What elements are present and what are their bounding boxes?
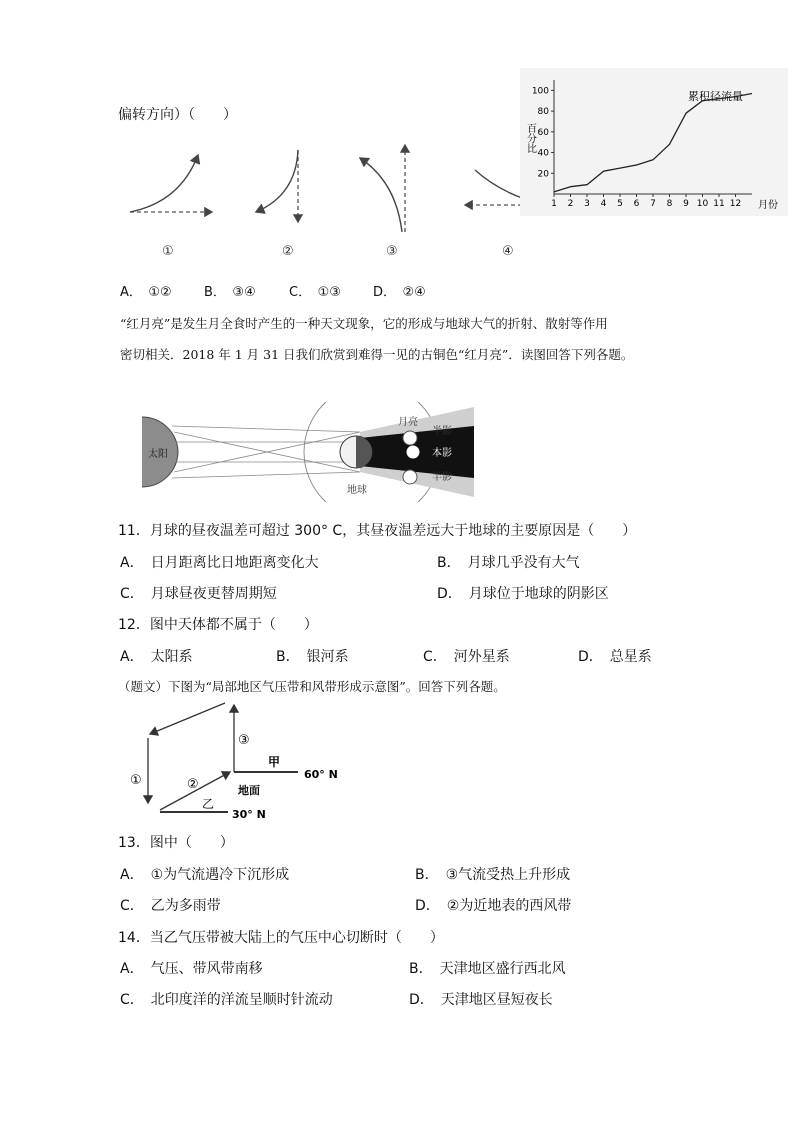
figure-3-label: ③ (386, 244, 398, 259)
figure-2-label: ② (282, 244, 294, 259)
x-tick-label: 1 (551, 199, 557, 209)
redmoon-intro-line1: “红月亮”是发生月全食时产生的一种天文现象，它的形成与地球大气的折射、散射等作用 (120, 316, 608, 331)
x-tick-label: 5 (617, 199, 623, 209)
figure-4 (465, 170, 522, 205)
y-tick-label: 40 (537, 148, 549, 159)
q14-stem: 14．当乙气压带被大陆上的气压中心切断时（ ） (118, 930, 444, 946)
label-jia: 甲 (268, 755, 281, 769)
sun-label: 太阳 (148, 449, 168, 460)
q13-option-d[interactable]: D． ②为近地表的西风带 (415, 898, 572, 914)
upper-air-arrow (150, 703, 225, 734)
moon-label: 月亮 (398, 417, 418, 428)
q13-stem: 13．图中（ ） (118, 835, 234, 851)
q10-stem-tail: 偏转方向）（ ） (118, 107, 237, 123)
x-tick-label: 11 (713, 199, 725, 209)
q10-option-c[interactable]: C． ①③ (289, 285, 341, 300)
deflection-figures (120, 140, 530, 265)
pressure-belt-diagram (120, 700, 350, 825)
y-tick-label: 60 (537, 127, 549, 138)
moon-bottom (403, 470, 417, 484)
x-tick-label: 9 (683, 199, 689, 209)
y-tick-label: 100 (531, 86, 549, 97)
figure-4-label: ④ (502, 244, 514, 259)
x-tick-label: 6 (633, 199, 640, 209)
x-tick-label: 12 (729, 199, 742, 209)
label-2: ② (187, 777, 199, 792)
figure-1 (130, 155, 212, 212)
q10-option-d[interactable]: D． ②④ (373, 285, 426, 300)
chart-xlabel: 月份 (758, 200, 778, 211)
q14-option-d[interactable]: D． 天津地区昼短夜长 (409, 992, 553, 1008)
q11-option-b[interactable]: B． 月球几乎没有大气 (437, 555, 580, 571)
q13-option-b[interactable]: B． ③气流受热上升形成 (415, 867, 571, 883)
q11-option-d[interactable]: D． 月球位于地球的阴影区 (437, 586, 609, 602)
eclipse-diagram (142, 402, 474, 502)
umbra-label: 本影 (432, 448, 452, 459)
redmoon-intro-line2: 密切相关．2018 年 1 月 31 日我们欣赏到难得一见的古铜色“红月亮”．读图回答下列各题。 (120, 347, 634, 362)
penumbra-bottom-label: 半影 (432, 472, 452, 483)
label-ground: 地面 (238, 784, 260, 797)
pressure-intro: （题文）下图为“局部地区气压带和风带形成示意图”。回答下列各题。 (118, 679, 506, 694)
x-tick-label: 7 (650, 199, 656, 209)
q12-option-c[interactable]: C． 河外星系 (423, 649, 510, 665)
y-tick-label: 20 (537, 169, 549, 180)
earth-label: 地球 (347, 485, 367, 496)
penumbra-top-label: 半影 (432, 426, 452, 437)
q12-option-b[interactable]: B． 银河系 (276, 649, 349, 665)
chart-ylabel: 百分比 (524, 123, 536, 153)
label-1: ① (130, 773, 142, 788)
chart-title: 累积径流量 (688, 90, 743, 103)
y-tick-label: 80 (537, 107, 549, 118)
q11-option-a[interactable]: A． 日月距离比日地距离变化大 (120, 555, 319, 571)
moon-top (403, 431, 417, 445)
q14-option-b[interactable]: B． 天津地区盛行西北风 (409, 961, 566, 977)
q11-option-c[interactable]: C． 月球昼夜更替周期短 (120, 586, 277, 602)
figure-1-label: ① (162, 244, 174, 259)
label-yi: 乙 (202, 797, 215, 811)
label-60n: 60° N (304, 768, 338, 781)
label-30n: 30° N (232, 808, 266, 821)
q12-option-d[interactable]: D． 总星系 (578, 649, 652, 665)
x-tick-label: 2 (567, 199, 574, 209)
q10-option-a[interactable]: A． ①② (120, 285, 172, 300)
x-tick-label: 3 (584, 199, 590, 209)
runoff-chart (520, 68, 788, 216)
x-tick-label: 10 (696, 199, 709, 209)
q13-option-a[interactable]: A． ①为气流遇冷下沉形成 (120, 867, 290, 883)
q12-stem: 12．图中天体都不属于（ ） (118, 617, 318, 633)
q14-option-a[interactable]: A． 气压、带风带南移 (120, 961, 263, 977)
x-tick-label: 8 (666, 199, 673, 209)
q10-option-b[interactable]: B． ③④ (204, 285, 256, 300)
moon-in-umbra (407, 446, 419, 458)
q11-stem: 11．月球的昼夜温差可超过 300° C，其昼夜温差远大于地球的主要原因是（ ） (118, 523, 637, 539)
q13-option-c[interactable]: C． 乙为多雨带 (120, 898, 221, 914)
label-3: ③ (238, 733, 250, 748)
figure-2 (256, 150, 298, 222)
x-tick-label: 4 (600, 199, 607, 209)
q14-option-c[interactable]: C． 北印度洋的洋流呈顺时针流动 (120, 992, 333, 1008)
figure-3 (360, 145, 405, 232)
q12-option-a[interactable]: A． 太阳系 (120, 649, 193, 665)
